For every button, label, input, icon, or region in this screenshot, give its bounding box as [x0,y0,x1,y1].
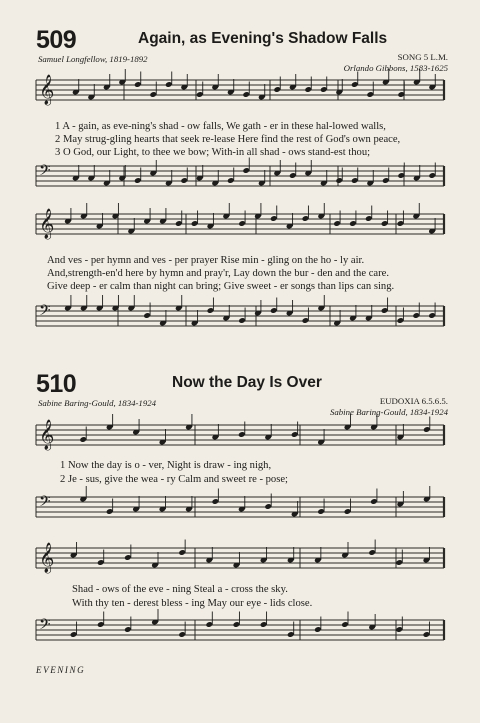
hymn-title: Now the Day Is Over [172,374,322,391]
bass-clef-icon: 𝄢 [39,302,51,323]
treble-clef-icon: 𝄞 [39,209,55,239]
lyric-line: Give deep - er calm than night can bring; Give sweet - er songs than lips can sing. [47,281,395,292]
lyric-line: And,strength-en'd here by hymn and pray'r, Lay down the bur - den and the care. [47,268,389,279]
lyric-line: 3 O God, our Light, to thee we bow; With-in all shad - ows stand-est thou; [55,147,371,158]
bass-clef-icon: 𝄢 [39,493,51,514]
hymn-tune: EUDOXIA 6.5.6.5. [379,396,448,406]
hymn-composer: Sabine Baring-Gould, 1834-1924 [329,407,448,417]
lyric-line: 2 Je - sus, give the wea - ry Calm and sweet re - pose; [60,474,288,485]
hymn-author: Samuel Longfellow, 1819-1892 [38,54,148,64]
hymn-number: 509 [36,26,77,54]
treble-clef-icon: 𝄞 [39,420,55,450]
section-footer: EVENING [36,665,86,675]
treble-clef-icon: 𝄞 [39,543,55,573]
hymn-tune: SONG 5 L.M. [397,52,448,62]
lyric-line: With thy ten - derest bless - ing May our eye - lids close. [72,598,313,609]
lyric-line: Shad - ows of the eve - ning Steal a - cross the sky. [72,584,288,595]
hymn-composer: Orlando Gibbons, 1583-1625 [343,63,448,73]
hymn-author: Sabine Baring-Gould, 1834-1924 [38,398,157,408]
hymn-title: Again, as Evening's Shadow Falls [138,30,388,47]
treble-clef-icon: 𝄞 [39,75,55,105]
lyric-line: 1 A - gain, as eve-ning's shad - ow falls, We gath - er in these hal-lowed walls, [55,121,386,132]
lyric-line: 1 Now the day is o - ver, Night is draw - ing nigh, [60,460,272,471]
hymn-number: 510 [36,370,77,398]
lyric-line: 2 May strug-gling hearts that seek re-lease Here find the rest of God's own peace, [55,134,401,145]
lyric-line: And ves - per hymn and ves - per prayer Rise min - gling on the ho - ly air. [47,255,365,266]
bass-clef-icon: 𝄢 [39,616,51,637]
bass-clef-icon: 𝄢 [39,162,51,183]
